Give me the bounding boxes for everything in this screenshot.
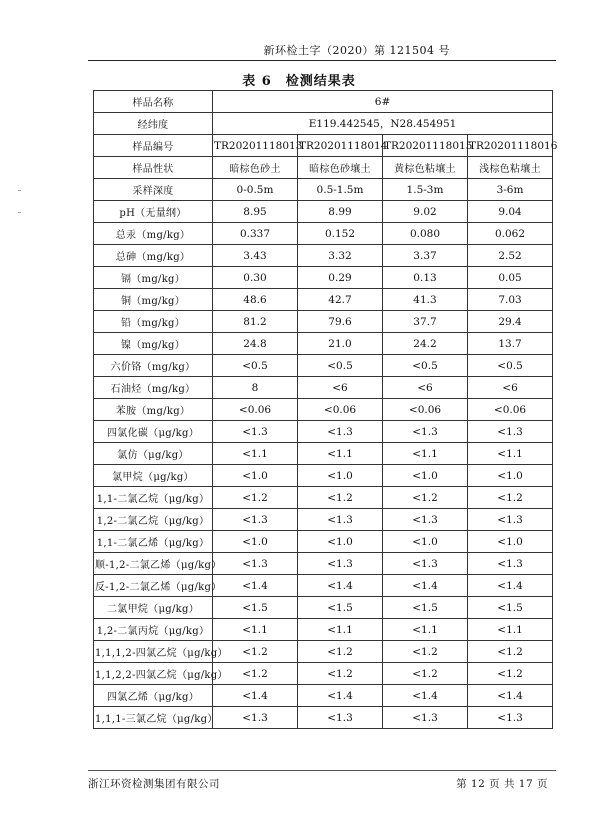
table-cell: <1.5 (298, 597, 383, 619)
table-cell: 1.5-3m (383, 179, 468, 201)
table-cell: <1.0 (468, 465, 553, 487)
table-cell: <0.5 (383, 355, 468, 377)
table-cell: <1.1 (383, 443, 468, 465)
table-title: 表 6 检测结果表 (242, 74, 356, 89)
table-cell: 8.99 (298, 201, 383, 223)
table-cell: <1.3 (383, 553, 468, 575)
margin-mark (18, 212, 21, 213)
margin-mark (18, 190, 21, 191)
table-cell: <6 (383, 377, 468, 399)
table-row (94, 531, 553, 553)
table-cell: <1.3 (213, 421, 298, 443)
table-cell: TR20201118016 (468, 135, 553, 157)
table-cell: 0.29 (298, 267, 383, 289)
table-cell: <1.0 (298, 465, 383, 487)
table-cell: 8.95 (213, 201, 298, 223)
row-label: 苯胺（mg/kg） (94, 399, 213, 421)
table-cell: <1.2 (383, 663, 468, 685)
table-cell: <1.2 (213, 487, 298, 509)
table-cell: <1.1 (298, 619, 383, 641)
row-label: 二氯甲烷（μg/kg） (94, 597, 213, 619)
table-cell: 浅棕色粘壤土 (468, 157, 553, 179)
table-row (94, 465, 553, 487)
results-table (93, 90, 558, 729)
table-row (94, 553, 553, 575)
row-label: 1,1,1,2-四氯乙烷（μg/kg） (94, 641, 213, 663)
report-number: 新环检土字（2020）第 121504 号 (263, 44, 450, 57)
row-label: 四氯乙烯（μg/kg） (94, 685, 213, 707)
table-cell: <1.2 (383, 641, 468, 663)
table-cell: <1.5 (383, 597, 468, 619)
row-label: 采样深度 (94, 179, 213, 201)
row-label: 镉（mg/kg） (94, 267, 213, 289)
table-cell: <1.3 (213, 707, 298, 729)
table-cell: <1.0 (213, 531, 298, 553)
table-row (94, 663, 553, 685)
table-cell: <1.3 (213, 509, 298, 531)
table-cell: 0.080 (383, 223, 468, 245)
table-row-sample-name (94, 91, 553, 113)
table-row (94, 707, 553, 729)
row-label: 六价铬（mg/kg） (94, 355, 213, 377)
table-cell: 0.062 (468, 223, 553, 245)
coordinates-value: E119.442545，N28.454951 (213, 113, 553, 135)
table-cell: <1.3 (298, 707, 383, 729)
table-row (94, 399, 553, 421)
table-cell: <1.2 (213, 641, 298, 663)
table-cell: <0.06 (213, 399, 298, 421)
row-label: 1,1,1-三氯乙烷（μg/kg） (94, 707, 213, 729)
table-cell: TR20201118014 (298, 135, 383, 157)
table-cell: <1.4 (298, 575, 383, 597)
header-divider (88, 60, 556, 61)
table-row (94, 509, 553, 531)
table-cell: <1.3 (213, 553, 298, 575)
table-row (94, 597, 553, 619)
table-row-sample-no (94, 135, 553, 157)
table-row (94, 421, 553, 443)
footer-company: 浙江环资检测集团有限公司 (88, 778, 220, 790)
table-cell: <6 (298, 377, 383, 399)
table-cell: <1.1 (468, 443, 553, 465)
table-cell: <1.0 (213, 465, 298, 487)
table-row (94, 487, 553, 509)
table-row (94, 575, 553, 597)
table-cell: 3.32 (298, 245, 383, 267)
row-label: 经纬度 (94, 113, 213, 135)
table-cell: 暗棕色砂壤土 (298, 157, 383, 179)
row-label: 反-1,2-二氯乙烯（μg/kg） (94, 575, 213, 597)
table-row (94, 619, 553, 641)
table-cell: <1.2 (298, 663, 383, 685)
table-row (94, 333, 553, 355)
table-cell: 2.52 (468, 245, 553, 267)
table-cell: <1.3 (298, 553, 383, 575)
row-label: 样品性状 (94, 157, 213, 179)
table-cell: 37.7 (383, 311, 468, 333)
table-cell: 21.0 (298, 333, 383, 355)
table-row (94, 201, 553, 223)
table-cell: 黄棕色粘壤土 (383, 157, 468, 179)
table-cell: <1.2 (213, 663, 298, 685)
table-row (94, 245, 553, 267)
table-row (94, 289, 553, 311)
table-cell: <1.5 (468, 597, 553, 619)
row-label: 1,1,2,2-四氯乙烷（μg/kg） (94, 663, 213, 685)
row-label: 1,2-二氯丙烷（μg/kg） (94, 619, 213, 641)
table-cell: 3-6m (468, 179, 553, 201)
table-cell: <6 (468, 377, 553, 399)
table-cell: <0.06 (383, 399, 468, 421)
table-cell: 13.7 (468, 333, 553, 355)
table-cell: <1.1 (298, 443, 383, 465)
table-cell: 9.04 (468, 201, 553, 223)
table-row-coordinates (94, 113, 553, 135)
table-cell: 0-0.5m (213, 179, 298, 201)
table-row (94, 223, 553, 245)
table-cell: <1.2 (383, 487, 468, 509)
table-row-appearance (94, 157, 553, 179)
table-cell: <1.3 (383, 509, 468, 531)
table-row-depth (94, 179, 553, 201)
table-cell: <1.1 (468, 619, 553, 641)
table-cell: <1.4 (468, 575, 553, 597)
table-cell: 24.8 (213, 333, 298, 355)
table-row (94, 355, 553, 377)
table-cell: 3.37 (383, 245, 468, 267)
table-cell: <1.2 (298, 641, 383, 663)
row-label: 氯甲烷（μg/kg） (94, 465, 213, 487)
table-cell: <1.4 (383, 575, 468, 597)
table-cell: <1.2 (298, 487, 383, 509)
table-cell: 0.5-1.5m (298, 179, 383, 201)
row-label: 镍（mg/kg） (94, 333, 213, 355)
table-cell: <0.5 (213, 355, 298, 377)
table-cell: <1.2 (468, 641, 553, 663)
row-label: 样品名称 (94, 91, 213, 113)
table-cell: 3.43 (213, 245, 298, 267)
table-cell: <1.3 (468, 707, 553, 729)
table-cell: 42.7 (298, 289, 383, 311)
table-cell: <1.5 (213, 597, 298, 619)
table-cell: TR20201118015 (383, 135, 468, 157)
table-cell: <1.1 (213, 619, 298, 641)
table-row (94, 641, 553, 663)
page-number: 第 12 页 共 17 页 (456, 778, 548, 790)
table-cell: <1.3 (468, 509, 553, 531)
table-cell: <0.5 (298, 355, 383, 377)
table-cell: <0.06 (298, 399, 383, 421)
row-label: 铜（mg/kg） (94, 289, 213, 311)
table-cell: 24.2 (383, 333, 468, 355)
table-cell: <1.0 (468, 531, 553, 553)
table-cell: <1.3 (468, 553, 553, 575)
table-cell: <1.0 (298, 531, 383, 553)
table-cell: <1.3 (383, 421, 468, 443)
table-cell: <1.2 (468, 487, 553, 509)
row-label: 总砷（mg/kg） (94, 245, 213, 267)
results-table-body (94, 91, 558, 729)
row-label: 1,1-二氯乙烷（μg/kg） (94, 487, 213, 509)
table-cell: 0.13 (383, 267, 468, 289)
table-cell: <1.3 (298, 509, 383, 531)
table-cell: 79.6 (298, 311, 383, 333)
table-cell: <1.4 (298, 685, 383, 707)
table-row (94, 311, 553, 333)
row-label: pH（无量纲） (94, 201, 213, 223)
row-label: 总汞（mg/kg） (94, 223, 213, 245)
row-label: 样品编号 (94, 135, 213, 157)
sample-name-value: 6# (213, 91, 553, 113)
table-cell: 9.02 (383, 201, 468, 223)
row-label: 1,2-二氯乙烷（μg/kg） (94, 509, 213, 531)
table-cell: <0.06 (468, 399, 553, 421)
table-cell: <1.1 (213, 443, 298, 465)
table-cell: <0.5 (468, 355, 553, 377)
row-label: 氯仿（μg/kg） (94, 443, 213, 465)
table-cell: <1.4 (383, 685, 468, 707)
table-cell: 0.152 (298, 223, 383, 245)
table-cell: <1.2 (468, 663, 553, 685)
table-cell: 0.30 (213, 267, 298, 289)
table-cell: <1.3 (468, 421, 553, 443)
table-row (94, 377, 553, 399)
table-row (94, 685, 553, 707)
table-cell: 暗棕色砂土 (213, 157, 298, 179)
table-cell: 0.337 (213, 223, 298, 245)
row-label: 石油烃（mg/kg） (94, 377, 213, 399)
table-cell: <1.4 (213, 575, 298, 597)
row-label: 1,1-二氯乙烯（μg/kg） (94, 531, 213, 553)
table-cell: 81.2 (213, 311, 298, 333)
row-label: 铅（mg/kg） (94, 311, 213, 333)
table-cell: <1.0 (383, 531, 468, 553)
table-cell: <1.4 (213, 685, 298, 707)
table-cell: <1.4 (468, 685, 553, 707)
table-cell: 8 (213, 377, 298, 399)
table-row (94, 443, 553, 465)
table-cell: 7.03 (468, 289, 553, 311)
table-cell: 41.3 (383, 289, 468, 311)
footer-divider (88, 770, 556, 771)
table-cell: 0.05 (468, 267, 553, 289)
table-cell: 29.4 (468, 311, 553, 333)
table-cell: <1.3 (298, 421, 383, 443)
table-cell: <1.0 (383, 465, 468, 487)
table-cell: 48.6 (213, 289, 298, 311)
table-row (94, 267, 553, 289)
row-label: 顺-1,2-二氯乙烯（μg/kg） (94, 553, 213, 575)
table-cell: <1.1 (383, 619, 468, 641)
table-cell: TR20201118013 (213, 135, 298, 157)
row-label: 四氯化碳（μg/kg） (94, 421, 213, 443)
table-cell: <1.3 (383, 707, 468, 729)
